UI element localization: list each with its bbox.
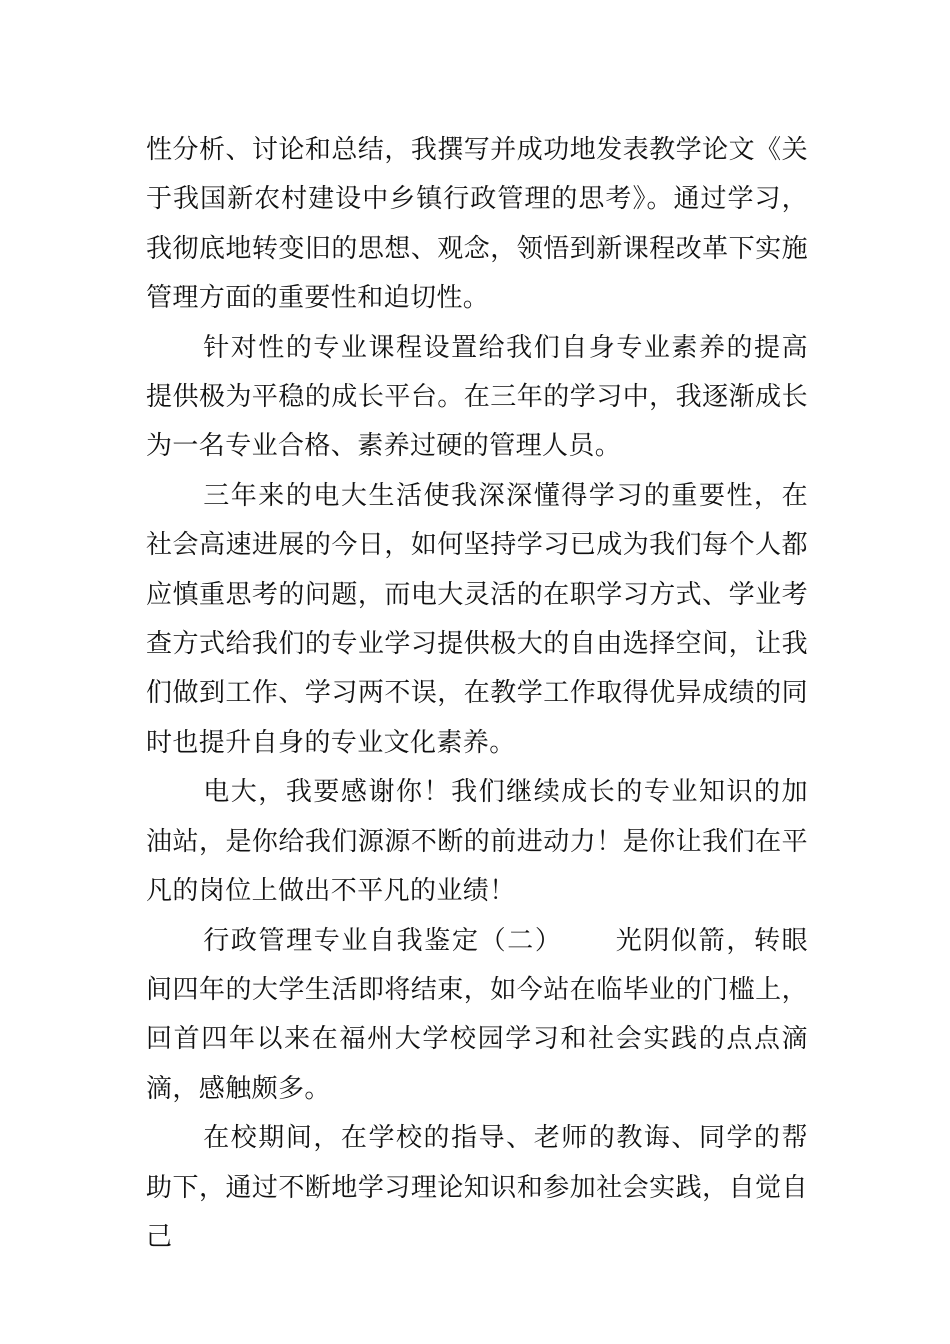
document-body bbox=[146, 126, 808, 1262]
paragraph-2: 针对性的专业课程设置给我们自身专业素养的提高提供极为平稳的成长平台。在三年的学习中，我逐渐成长为一名专业合格、素养过硬的管理人员。 bbox=[146, 332, 808, 462]
paragraph-5-text: 光阴似箭，转眼间四年的大学生活即将结束，如今站在临毕业的门槛上，回首四年以来在福州大学校园学习和社会实践的点点滴滴，感触颇多。 bbox=[146, 925, 808, 1104]
paragraph-1: 性分析、讨论和总结，我撰写并成功地发表教学论文《关于我国新农村建设中乡镇行政管理的思考》。通过学习，我彻底地转变旧的思想、观念，领悟到新课程改革下实施管理方面的重要性和迫切性。 bbox=[146, 135, 808, 314]
paragraph-6: 在校期间，在学校的指导、老师的教诲、同学的帮助下，通过不断地学习理论知识和参加社会实践，自觉自己 bbox=[146, 1123, 808, 1252]
paragraph-3: 三年来的电大生活使我深深懂得学习的重要性，在社会高速进展的今日，如何坚持学习已成为我们每个人都应慎重思考的问题，而电大灵活的在职学习方式、学业考查方式给我们的专业学习提供极大的自由选择空间，让我们做到工作、学习两不误，在教学工作取得优异成绩的同时也提升自身的专业文化素养。 bbox=[146, 480, 808, 758]
paragraph-4: 电大，我要感谢你！我们继续成长的专业知识的加油站，是你给我们源源不断的前进动力！是你让我们在平凡的岗位上做出不平凡的业绩！ bbox=[146, 777, 808, 907]
paragraph-5 bbox=[146, 917, 808, 1115]
section-heading: 行政管理专业自我鉴定（二） bbox=[203, 925, 563, 956]
